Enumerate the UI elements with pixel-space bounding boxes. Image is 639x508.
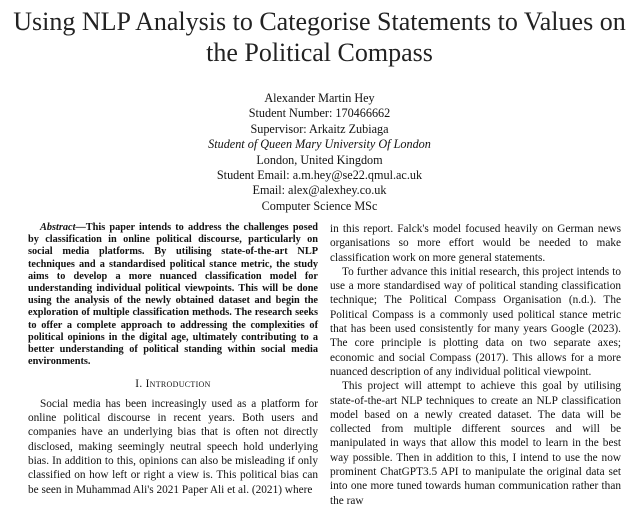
author-block	[0, 91, 639, 214]
paper-title: Using NLP Analysis to Categorise Statements to Values on the Political Compass	[13, 7, 626, 67]
right-paragraph-2: To further advance this initial research, this project intends to use a more standardised way of political standing classification technique; The Political Compass Organisation (n.d.). The Political Compass is a commonly used political stance metric that has been used consistently for many years Google (2023). The core principle is plotting data on two separate axes; economic and social Compass (2017). This allows for a more nuanced description of any individual political viewpoint.	[330, 265, 621, 378]
section-heading-introduction: I. Introduction	[135, 378, 211, 391]
abstract	[28, 222, 318, 368]
right-paragraph-1: in this report. Falck's model focused heavily on German news organisations so more effort would be needed to make classification work on more general statements.	[330, 223, 621, 264]
left-column	[28, 222, 318, 497]
student-number: Student Number: 170466662	[248, 106, 391, 121]
affiliation: Student of Queen Mary University Of London	[208, 137, 431, 152]
author-name: Alexander Martin Hey	[264, 91, 375, 105]
supervisor: Supervisor: Arkaitz Zubiaga	[250, 121, 389, 136]
programme: Computer Science MSc	[261, 198, 378, 213]
intro-paragraph-1: Social media has been increasingly used as a platform for online political discourse in recent years. Both users and companies have an underlying bias that is often not directly disclosed, making seemingly neutral speech hold underlying bias. In addition to this, opinions can also be misleading if only classified on how left or right a view is. This political bias can be seen in Muhammad Ali's 2021 Paper Ali et al. (2021) where	[28, 397, 318, 496]
student-email: Student Email: a.m.hey@se22.qmul.ac.uk	[216, 168, 423, 183]
location: London, United Kingdom	[256, 152, 383, 167]
abstract-label: Abstract	[40, 222, 76, 233]
right-paragraph-3: This project will attempt to achieve this goal by utilising state-of-the-art NLP techniques to create an NLP classification model based on a newly created dataset. The data will be collected from multiple different sources and will be manipulated in ways that allow this model to learn in the best way possible. Then in addition to this, I intend to use the now prominent ChatGPT3.5 API to manipulate the original data set into one more tuned towards human communication rather than the raw	[330, 380, 621, 507]
abstract-text: —This paper intends to address the challenges posed by classification in online political discourse, particularly on social media platforms. By utilising state-of-the-art NLP techniques and a standardised political stance metric, the study aims to develop a more nuanced classification model for understanding individual political viewpoints. This will be done using the analysis of the newly obtained dataset and begin the exploration of multiple classification methods. The research seeks to offer a complete approach to addressing the complexities of political opinions in the digital age, ultimately contributing to a better understanding of political standing within social media environments.	[28, 222, 318, 368]
email: Email: alex@alexhey.co.uk	[252, 183, 387, 198]
right-column	[330, 222, 621, 508]
